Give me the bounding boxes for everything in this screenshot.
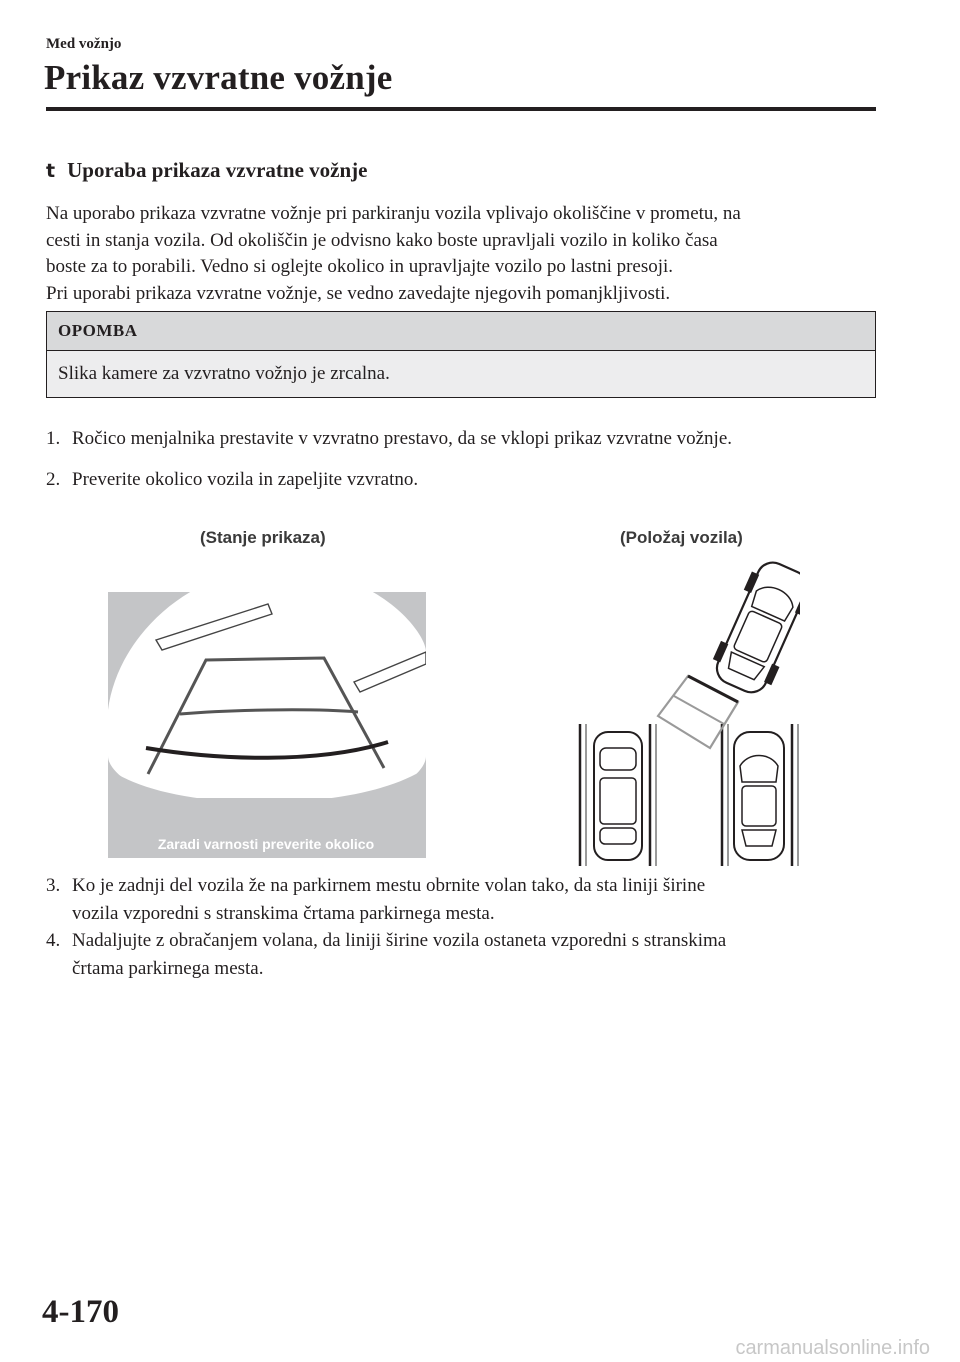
parked-car-left xyxy=(594,732,642,860)
step-text: Ko je zadnji del vozila že na parkirnem mestu obrnite volan tako, da sta liniji širine xyxy=(72,875,706,896)
section-kicker: Med vožnjo xyxy=(46,36,122,52)
note-box xyxy=(46,311,876,398)
note-heading: OPOMBA xyxy=(47,312,875,351)
vehicle-position-diagram xyxy=(570,552,800,866)
page-number: 4-170 xyxy=(42,1294,119,1330)
intro-line: Na uporabo prikaza vzvratne vožnje pri parkiranju vozila vplivajo okoliščine v prometu, na xyxy=(46,203,741,224)
step-number: 1. xyxy=(46,428,61,449)
step-text: črtama parkirnega mesta. xyxy=(72,958,264,979)
screen-message: Zaradi varnosti preverite okolico xyxy=(157,836,375,852)
step-1 xyxy=(46,425,886,453)
intro-line: Pri uporabi prikaza vzvratne vožnje, se vedno zavedajte njegovih pomanjkljivosti. xyxy=(46,282,671,304)
vehicle-position-label: (Položaj vozila) xyxy=(620,528,743,547)
intro-line: cesti in stanja vozila. Od okoliščin je odvisno kako boste upravljali vozilo in koliko časa xyxy=(46,229,718,251)
step-text: Ročico menjalnika prestavite v vzvratno prestavo, da se vklopi prikaz vzvratne vožnje. xyxy=(72,428,733,449)
page-title: Prikaz vzvratne vožnje xyxy=(44,58,393,97)
step-text: vozila vzporedni s stranskima črtama parkirnega mesta. xyxy=(72,903,495,924)
parked-car-right xyxy=(734,732,784,860)
note-text: Slika kamere za vzvratno vožnjo je zrcalna. xyxy=(47,351,875,397)
step-3 xyxy=(46,872,886,928)
intro-paragraph xyxy=(46,201,886,307)
step-text: Nadaljujte z obračanjem volana, da liniji širine vozila ostaneta vzporedni s stranskima xyxy=(72,930,727,951)
intro-line: boste za to porabili. Vedno si oglejte okolico in upravljajte vozilo po lastni presoji. xyxy=(46,256,674,277)
rear-camera-display xyxy=(108,592,426,858)
bullet-icon: t xyxy=(46,160,56,182)
step-text: Preverite okolico vozila in zapeljite vzvratno. xyxy=(72,469,419,490)
step-4 xyxy=(46,927,886,983)
step-number: 4. xyxy=(46,930,61,951)
watermark: carmanualsonline.info xyxy=(735,1337,930,1359)
step-number: 2. xyxy=(46,469,61,490)
step-2 xyxy=(46,466,886,494)
step-number: 3. xyxy=(46,875,61,896)
subsection-heading xyxy=(46,158,367,183)
title-rule xyxy=(46,107,876,111)
subsection-title: Uporaba prikaza vzvratne vožnje xyxy=(67,158,368,182)
reversing-car xyxy=(706,555,800,700)
display-state-label: (Stanje prikaza) xyxy=(200,528,326,547)
